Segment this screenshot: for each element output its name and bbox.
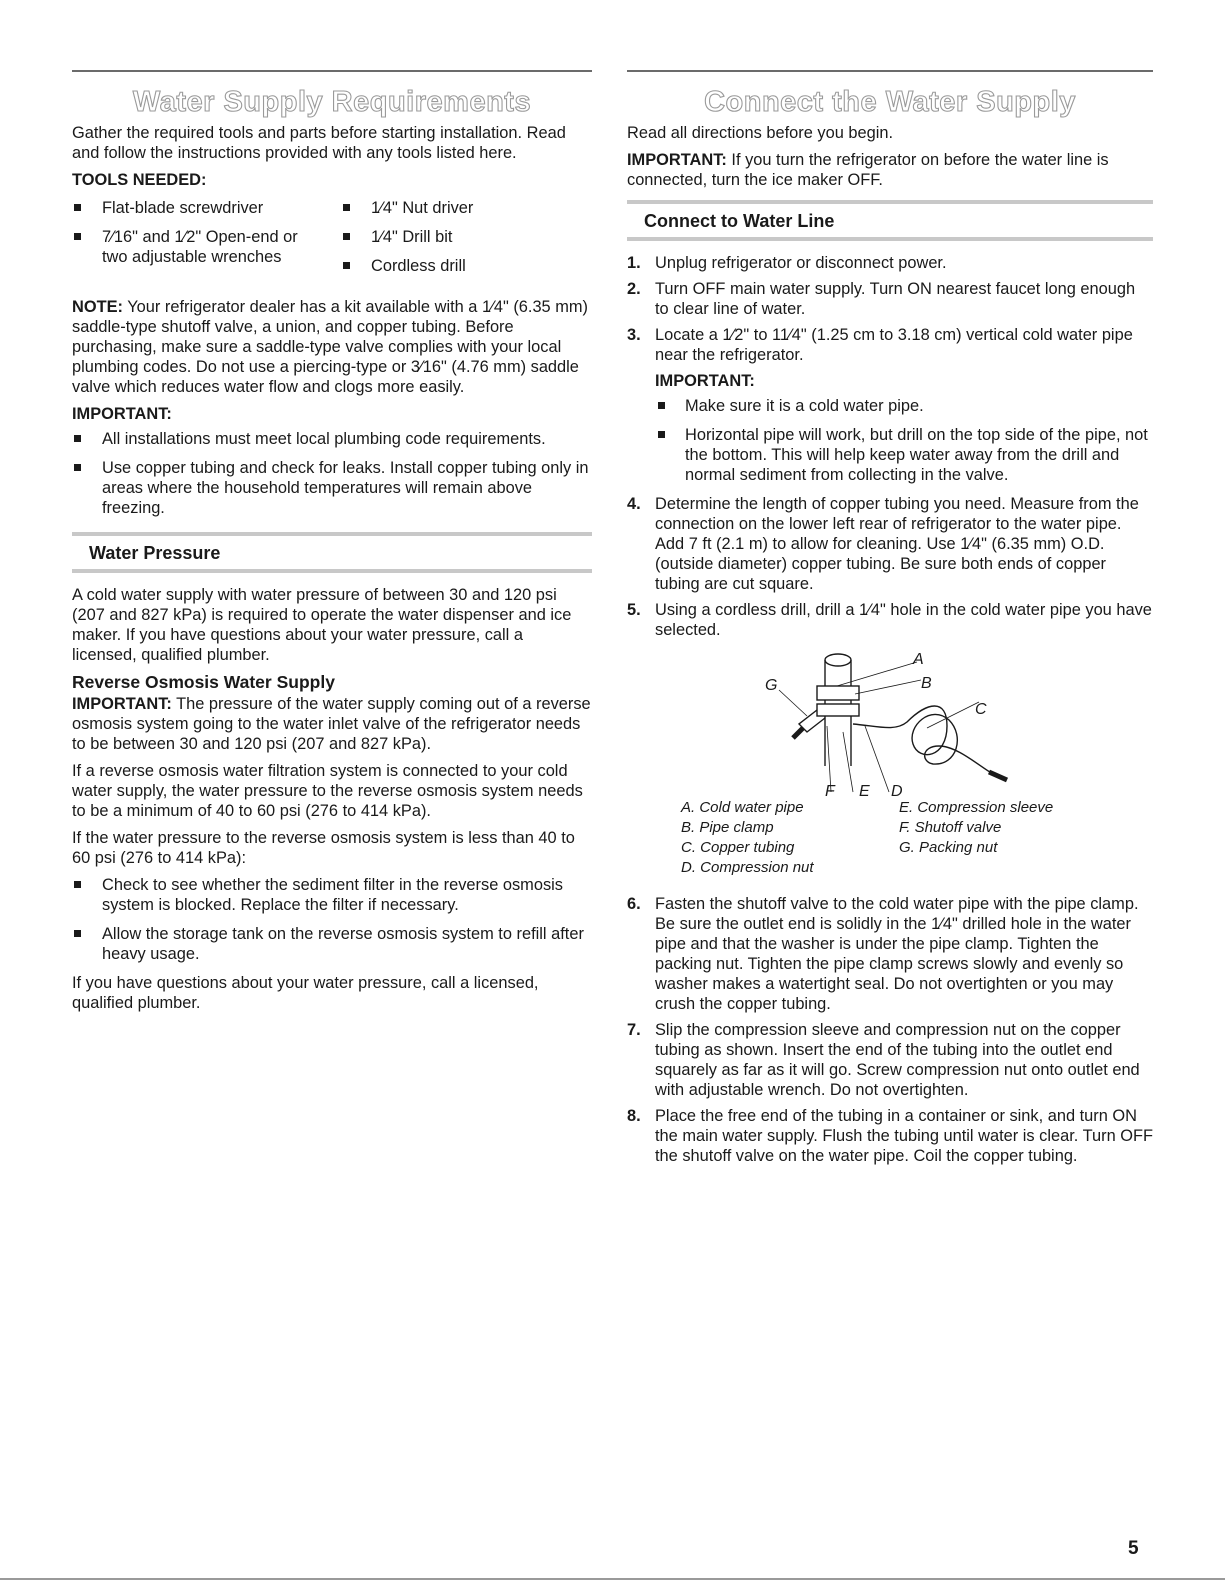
legend-item: D. Compression nut: [681, 859, 814, 876]
shutoff-valve-diagram: [627, 646, 1153, 886]
legend-item: A. Cold water pipe: [681, 799, 804, 816]
list-item: Make sure it is a cold water pipe.: [627, 396, 1153, 416]
ro-paragraph-2: If a reverse osmosis water filtration system is connected to your cold water supply, the water pressure to the reverse osmosis system needs to be a minimum of 40 to 60 psi (276 to 414 kPa).: [72, 762, 583, 820]
tools-needed-heading: TOOLS NEEDED:: [72, 171, 207, 189]
bottom-rule: [0, 1578, 1225, 1580]
valve-illustration: [627, 646, 1153, 796]
top-rule: [72, 70, 592, 72]
legend-item: F. Shutoff valve: [899, 819, 1002, 836]
diagram-label-f: F: [825, 783, 835, 796]
left-column: [72, 70, 592, 1020]
step-1: 1. Unplug refrigerator or disconnect power.: [627, 254, 947, 272]
intro-text: Read all directions before you begin.: [627, 124, 894, 142]
tools-right-column: [341, 198, 592, 285]
list-item: Cordless drill: [341, 256, 592, 276]
step-7: 7. Slip the compression sleeve and compression nut on the copper tubing as shown. Insert the end of the tubing into the outlet end squarely as far as it will go. Screw compression nut onto outlet end with adjustable wrench. Do not overtighten.: [627, 1021, 1140, 1099]
note-paragraph: NOTE: Your refrigerator dealer has a kit available with a 1⁄4" (6.35 mm) saddle-type shutoff valve, a union, and copper tubing. Before purchasing, make sure a saddle-type valve complies with your local plumbing codes. Do not use a piercing-type or 3⁄16" (4.76 mm) saddle valve which reduces water flow and clogs more easily.: [72, 298, 588, 396]
right-column: [627, 70, 1153, 1172]
important-paragraph: IMPORTANT: If you turn the refrigerator on before the water line is connected, turn the ice maker OFF.: [627, 151, 1109, 189]
tools-list: [72, 198, 592, 285]
list-item: All installations must meet local plumbing code requirements.: [72, 429, 592, 449]
step-6: 6. Fasten the shutoff valve to the cold water pipe with the pipe clamp. Be sure the outlet end is solidly in the 1⁄4" drilled hole in the water pipe and that the washer is under the pipe clamp. Tighten the packing nut. Tighten the pipe clamp screws slowly and evenly so washer makes a watertight seal. Do not overtighten or you may crush the copper tubing.: [627, 895, 1139, 1013]
step-4: 4. Determine the length of copper tubing you need. Measure from the connection on the lower left rear of refrigerator to the water pipe. Add 7 ft (2.1 m) to allow for cleaning. Use 1⁄4" (6.35 mm) O.D. (outside diameter) copper tubing. Be sure both ends of copper tubing are cut square.: [627, 495, 1139, 593]
top-rule: [627, 70, 1153, 72]
tools-left-column: [72, 198, 323, 285]
legend-left: [681, 798, 814, 878]
diagram-label-d: D: [891, 783, 903, 796]
list-item: 1⁄4" Drill bit: [341, 227, 592, 247]
connect-to-water-line-heading: Connect to Water Line: [627, 200, 1153, 241]
diagram-label-g: G: [765, 677, 778, 694]
water-pressure-text: A cold water supply with water pressure of between 30 and 120 psi (207 and 827 kPa) is required to operate the water dispenser and ice maker. If you have questions about your water pressure, call a licensed, qualified plumber.: [72, 586, 572, 664]
section-title-connect-water-supply: Connect the Water Supply: [704, 86, 1076, 118]
legend-right: [899, 798, 1053, 858]
diagram-label-a: A: [913, 651, 924, 668]
note-label: NOTE:: [72, 298, 123, 316]
important-heading: IMPORTANT:: [72, 405, 172, 423]
step-3-important: [627, 371, 1153, 485]
list-item: Flat-blade screwdriver: [72, 198, 323, 218]
page-number: 5: [1128, 1538, 1139, 1559]
intro-text: Gather the required tools and parts before starting installation. Read and follow the instructions provided with any tools listed here.: [72, 124, 566, 162]
ro-important-paragraph: IMPORTANT: The pressure of the water supply coming out of a reverse osmosis system going to the water inlet valve of the refrigerator needs to be between 30 and 120 psi (207 and 827 kPa).: [72, 695, 591, 753]
reverse-osmosis-heading: Reverse Osmosis Water Supply: [72, 672, 335, 692]
list-item: Horizontal pipe will work, but drill on the top side of the pipe, not the bottom. This will help keep water away from the drill and normal sediment from collecting in the valve.: [627, 425, 1153, 485]
list-item: 7⁄16" and 1⁄2" Open-end or two adjustable wrenches: [72, 227, 323, 267]
step-3-important-heading: IMPORTANT:: [655, 372, 755, 390]
step-5: 5. Using a cordless drill, drill a 1⁄4" hole in the cold water pipe you have selected.: [627, 601, 1152, 639]
ro-paragraph-4: If you have questions about your water pressure, call a licensed, qualified plumber.: [72, 974, 539, 1012]
water-pressure-heading: Water Pressure: [72, 532, 592, 573]
legend-item: E. Compression sleeve: [899, 799, 1054, 816]
legend-item: G. Packing nut: [899, 839, 998, 856]
legend-item: C. Copper tubing: [681, 839, 795, 856]
legend-item: B. Pipe clamp: [681, 819, 774, 836]
list-item: Allow the storage tank on the reverse osmosis system to refill after heavy usage.: [72, 924, 592, 964]
diagram-label-b: B: [921, 675, 932, 692]
list-item: Use copper tubing and check for leaks. Install copper tubing only in areas where the household temperatures will remain above freezing.: [72, 458, 592, 518]
list-item: 1⁄4" Nut driver: [341, 198, 592, 218]
ro-paragraph-3: If the water pressure to the reverse osmosis system is less than 40 to 60 psi (276 to 414 kPa):: [72, 829, 575, 867]
step-8: 8. Place the free end of the tubing in a container or sink, and turn ON the main water supply. Flush the tubing until water is clear. Turn OFF the shutoff valve on the water pipe. Coil the copper tubing.: [627, 1107, 1154, 1165]
section-title-water-supply-requirements: Water Supply Requirements: [132, 86, 532, 118]
list-item: Check to see whether the sediment filter in the reverse osmosis system is blocked. Replace the filter if necessary.: [72, 875, 592, 915]
diagram-label-e: E: [859, 783, 870, 796]
step-3: 3. Locate a 1⁄2" to 11⁄4" (1.25 cm to 3.18 cm) vertical cold water pipe near the refrigerator.: [627, 326, 1133, 364]
step-2: 2. Turn OFF main water supply. Turn ON nearest faucet long enough to clear line of water.: [627, 280, 1136, 318]
diagram-label-c: C: [975, 701, 987, 718]
